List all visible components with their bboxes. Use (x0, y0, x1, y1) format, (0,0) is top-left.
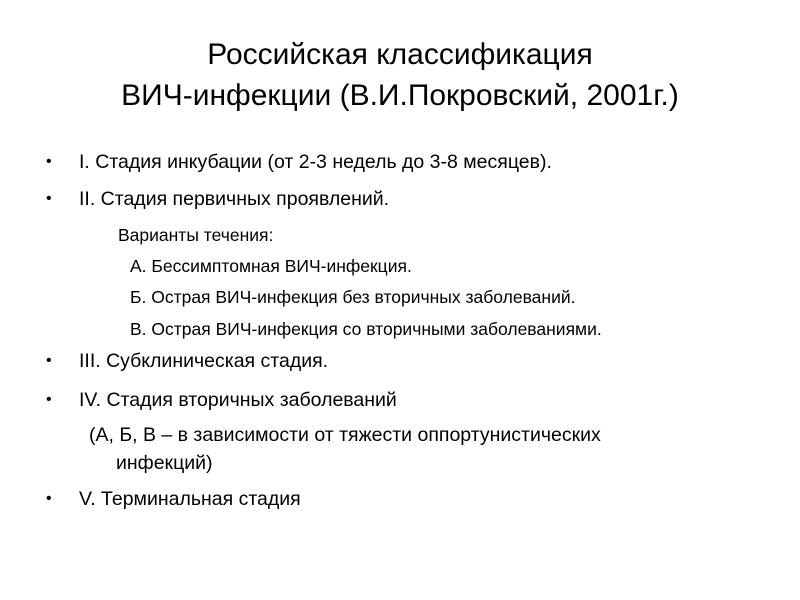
title-line-1: Российская классификация (207, 38, 593, 71)
stage-4-note-line-2: инфекций) (116, 452, 213, 474)
variant-c: В. Острая ВИЧ-инфекция со вторичными заболеваниями. (130, 319, 602, 339)
variants-heading: Варианты течения: (118, 225, 274, 245)
list-item-stage-1: I. Стадия инкубации (от 2-3 недель до 3-8 месяцев). (79, 151, 552, 173)
bullet-icon: • (46, 153, 52, 170)
stage-4-note-line-1: (А, Б, В – в зависимости от тяжести оппортунистических (89, 424, 601, 446)
list-item-stage-4: IV. Стадия вторичных заболеваний (79, 389, 397, 411)
list-item-stage-5: V. Терминальная стадия (79, 488, 301, 510)
variant-b: Б. Острая ВИЧ-инфекция без вторичных заболеваний. (130, 287, 576, 307)
title-line-2: ВИЧ-инфекции (В.И.Покровский, 2001г.) (121, 79, 679, 112)
slide-title (0, 34, 800, 116)
list-item-stage-3: III. Субклиническая стадия. (79, 350, 329, 372)
bullet-icon: • (46, 391, 52, 408)
variant-a: А. Бессимптомная ВИЧ-инфекция. (130, 256, 412, 276)
bullet-icon: • (46, 490, 52, 507)
list-item-stage-2: II. Стадия первичных проявлений. (79, 188, 390, 210)
bullet-icon: • (46, 352, 52, 369)
bullet-icon: • (46, 190, 52, 207)
